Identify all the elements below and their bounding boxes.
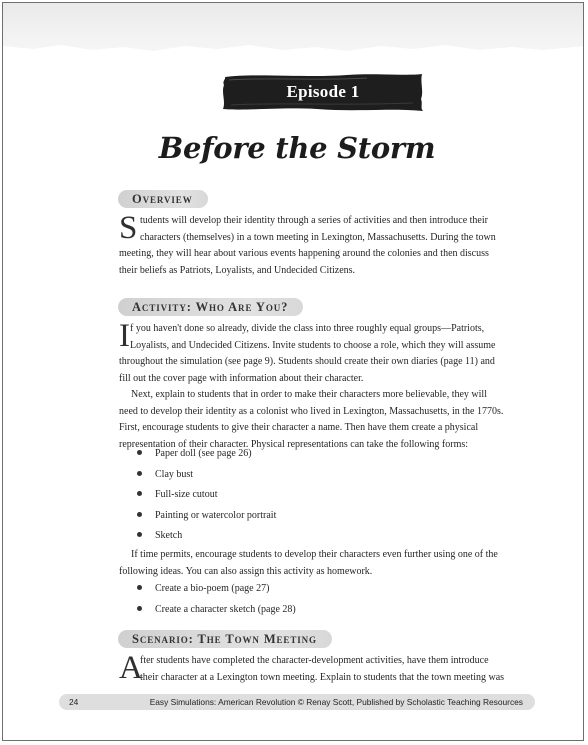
activity-line: representation of their character. Physical representations can take the following forms: <box>119 438 469 450</box>
page-title: Before the Storm <box>158 131 436 165</box>
bullet-icon <box>137 532 142 537</box>
page-number: 24 <box>69 697 79 707</box>
overview-line: their beliefs as Patriots, Loyalists, and Undecided Citizens. <box>119 264 356 276</box>
scenario-line: fter students have completed the character-development activities, have them introduce <box>140 655 489 666</box>
bullet-icon <box>137 585 142 590</box>
footer-credit: Easy Simulations: American Revolution © Renay Scott, Published by Scholastic Teaching Resources <box>149 697 523 707</box>
activity-line: Next, explain to students that in order to make their characters more believable, they will <box>131 389 487 400</box>
episode-banner <box>217 71 429 113</box>
activity-line: f you haven't done so already, divide the class into three roughly equal groups—Patriots, <box>130 323 485 334</box>
bullet-icon <box>137 606 142 611</box>
list-item: Clay bust <box>137 467 517 488</box>
overview-paragraph <box>119 210 523 279</box>
page <box>2 2 584 741</box>
scenario-paragraph <box>119 650 523 686</box>
list-item: Create a character sketch (page 28) <box>137 602 517 623</box>
activity-line: need to develop their identity as a colonist who lived in Lexington, Massachusetts, in the 1770s. <box>119 405 504 417</box>
list-item: Paper doll (see page 26) <box>137 446 517 467</box>
bullet-icon <box>137 450 142 455</box>
overview-line: tudents will develop their identity through a series of activities and then introduce their <box>140 215 488 226</box>
activity-followup-paragraph <box>119 547 523 580</box>
activity-line: If time permits, encourage students to develop their characters even further using one of the <box>131 549 498 560</box>
activity-line: fill out the cover page with information about their character. <box>119 372 364 384</box>
forms-list <box>137 446 517 549</box>
activity-line: Loyalists, and Undecided Citizens. Invite students to choose a role, which they will assume <box>130 339 496 351</box>
episode-label: Episode 1 <box>286 82 360 101</box>
overview-line: characters (themselves) in a town meeting in Lexington, Massachusetts. During the town <box>140 231 496 243</box>
overview-dropcap: S <box>119 210 138 246</box>
activity-line: following ideas. You can also assign this activity as homework. <box>119 565 373 577</box>
activity-line: throughout the simulation (see page 9). Students should create their own diaries (page 11) and <box>119 356 495 367</box>
list-item: Full-size cutout <box>137 487 517 508</box>
overview-heading: Overview <box>118 190 208 208</box>
activity-heading: Activity: Who Are You? <box>118 298 303 316</box>
bullet-icon <box>137 491 142 496</box>
bullet-icon <box>137 512 142 517</box>
scenario-line: their character at a Lexington town meeting. Explain to students that the town meeting was <box>140 671 505 683</box>
activity-paragraph <box>119 318 523 453</box>
activity-line: First, encourage students to give their character a name. Then have them create a physical <box>119 422 479 433</box>
parchment-header-background <box>3 3 583 59</box>
overview-line: meeting, they will hear about various events happening around the colonies and then discuss <box>119 248 489 259</box>
list-item: Painting or watercolor portrait <box>137 508 517 529</box>
list-item: Sketch <box>137 528 517 549</box>
bullet-icon <box>137 471 142 476</box>
page-footer <box>59 694 535 710</box>
activity-dropcap: I <box>119 318 130 354</box>
scenario-dropcap: A <box>119 650 143 686</box>
scenario-heading: Scenario: The Town Meeting <box>118 630 332 648</box>
ideas-list <box>137 581 517 622</box>
list-item: Create a bio-poem (page 27) <box>137 581 517 602</box>
torn-edge-graphic <box>3 40 584 60</box>
